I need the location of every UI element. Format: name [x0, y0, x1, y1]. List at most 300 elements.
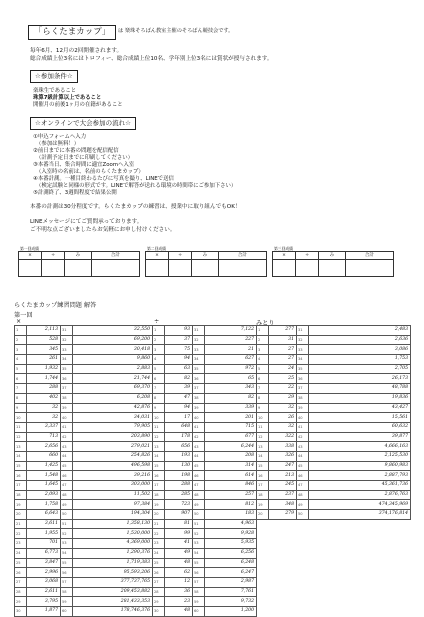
- problem-number: 41: [193, 422, 205, 432]
- answer-value: 614: [205, 471, 257, 481]
- answer-row: [15, 451, 411, 461]
- problem-number: 51: [193, 519, 205, 529]
- problem-number: 50: [61, 510, 73, 520]
- empty-cell: [297, 529, 309, 539]
- answer-value: 2,113: [27, 326, 61, 336]
- problem-number: 48: [61, 490, 73, 500]
- empty-cell: [269, 577, 297, 587]
- problem-number: 29: [15, 597, 27, 607]
- problem-number: 16: [153, 471, 165, 481]
- problem-number: 33: [297, 345, 309, 355]
- answer-value: 2,483: [309, 326, 411, 336]
- answer-row: [15, 510, 411, 520]
- problem-number: 13: [153, 442, 165, 452]
- answer-row: [15, 355, 411, 365]
- col-header: ÷: [296, 252, 319, 260]
- answer-value: 209,453,882: [73, 587, 153, 597]
- score-cell[interactable]: [296, 260, 319, 277]
- empty-cell: [257, 597, 269, 607]
- problem-number: 53: [193, 539, 205, 549]
- score-cell[interactable]: [273, 260, 296, 277]
- answer-value: 4,963: [205, 519, 257, 529]
- answer-value: 6,244: [205, 442, 257, 452]
- problem-number: 48: [193, 490, 205, 500]
- answer-value: 245: [269, 481, 297, 491]
- empty-cell: [309, 577, 411, 587]
- empty-cell: [309, 568, 411, 578]
- score-label-1: 第一回成績: [20, 246, 39, 251]
- score-cell[interactable]: [319, 260, 346, 277]
- answer-value: 677: [205, 432, 257, 442]
- problem-number: 32: [61, 335, 73, 345]
- empty-cell: [257, 568, 269, 578]
- problem-number: 40: [193, 413, 205, 423]
- problem-number: 34: [61, 355, 73, 365]
- empty-cell: [269, 597, 297, 607]
- empty-cell: [257, 587, 269, 597]
- problem-number: 12: [257, 432, 269, 442]
- problem-number: 17: [15, 481, 27, 491]
- problem-number: 26: [15, 568, 27, 578]
- answer-value: 257: [205, 490, 257, 500]
- contact-line-1: LINEメッセージにてご質問承っております。: [30, 219, 143, 225]
- answer-value: 1,719,383: [73, 558, 153, 568]
- answer-value: 3,611: [27, 519, 61, 529]
- problem-number: 52: [193, 529, 205, 539]
- problem-number: 37: [61, 384, 73, 394]
- answer-value: 48: [165, 558, 193, 568]
- answer-value: 812: [205, 500, 257, 510]
- empty-cell: [297, 568, 309, 578]
- problem-number: 42: [193, 432, 205, 442]
- answer-value: 32: [27, 403, 61, 413]
- answer-sheet-title: らくたまカップ練習問題 解答: [14, 302, 97, 309]
- problem-number: 4: [257, 355, 269, 365]
- problem-number: 42: [297, 432, 309, 442]
- answer-row: [15, 500, 411, 510]
- problem-number: 38: [297, 393, 309, 403]
- answer-value: 2,093: [27, 490, 61, 500]
- problem-number: 8: [15, 393, 27, 403]
- answer-value: 49: [165, 548, 193, 558]
- answer-value: 1,425: [27, 461, 61, 471]
- condition-line: 楽珠生であること: [33, 88, 77, 94]
- answer-value: 130: [165, 461, 193, 471]
- empty-cell: [309, 587, 411, 597]
- answer-value: 6,248: [205, 558, 257, 568]
- answer-value: 17: [165, 413, 193, 423]
- col-header: み: [65, 252, 92, 260]
- problem-number: 18: [153, 490, 165, 500]
- score-cell[interactable]: [19, 260, 42, 277]
- answer-value: 343: [205, 384, 257, 394]
- answer-row: [15, 597, 411, 607]
- problem-number: 31: [61, 326, 73, 336]
- col-header: み: [319, 252, 346, 260]
- answer-value: 213: [269, 471, 297, 481]
- answer-value: 24: [269, 364, 297, 374]
- problem-number: 21: [15, 519, 27, 529]
- answer-value: 281,433,353: [73, 597, 153, 607]
- problem-number: 5: [15, 364, 27, 374]
- answer-value: 4,369,000: [73, 539, 153, 549]
- problem-number: 54: [61, 548, 73, 558]
- problem-number: 5: [153, 364, 165, 374]
- answer-value: 94: [165, 403, 193, 413]
- score-table-3: [272, 251, 394, 277]
- empty-cell: [257, 548, 269, 558]
- answer-value: 42,876: [73, 403, 153, 413]
- problem-number: 36: [297, 374, 309, 384]
- problem-number: 13: [257, 442, 269, 452]
- answer-value: 69,370: [73, 384, 153, 394]
- answer-value: 1,200: [205, 606, 257, 616]
- problem-number: 59: [193, 597, 205, 607]
- score-cell[interactable]: [169, 260, 192, 277]
- answer-value: 3,086: [309, 345, 411, 355]
- problem-number: 21: [153, 519, 165, 529]
- problem-number: 46: [297, 471, 309, 481]
- answer-row: [15, 587, 411, 597]
- problem-number: 41: [297, 422, 309, 432]
- empty-cell: [297, 577, 309, 587]
- answer-value: 1,877: [27, 606, 61, 616]
- answer-row: [15, 606, 411, 616]
- answer-value: 198: [165, 471, 193, 481]
- answer-value: 723: [165, 500, 193, 510]
- answer-row: [15, 568, 411, 578]
- score-cell[interactable]: [65, 260, 92, 277]
- problem-number: 47: [297, 481, 309, 491]
- empty-cell: [257, 606, 269, 616]
- problem-number: 33: [61, 345, 73, 355]
- score-table-2: [145, 251, 267, 277]
- answer-value: 279,021: [73, 442, 153, 452]
- problem-number: 7: [153, 384, 165, 394]
- problem-number: 43: [193, 442, 205, 452]
- answer-row: [15, 461, 411, 471]
- answer-value: 2,876,763: [309, 490, 411, 500]
- title-description: は 楽珠そろばん教室主催のそろばん競技会です。: [118, 28, 234, 34]
- answer-row: [15, 539, 411, 549]
- conditions-heading: ☆参加条件☆: [30, 70, 78, 83]
- problem-number: 30: [15, 606, 27, 616]
- answer-value: 374,176,814: [309, 510, 411, 520]
- problem-number: 1: [153, 326, 165, 336]
- answer-value: 7,761: [205, 587, 257, 597]
- answer-value: 1,290,376: [73, 548, 153, 558]
- flow-line: （検定試験と同様の形式です。LINEで解答が送れる環境の時間帯にご参加下さい）: [36, 183, 237, 189]
- problem-number: 15: [15, 461, 27, 471]
- col-header: 合計: [91, 252, 139, 260]
- answer-value: 95,593,206: [73, 568, 153, 578]
- flow-line: （参加は無料！）: [36, 141, 80, 147]
- answer-value: 6,256: [205, 548, 257, 558]
- answer-value: 6,247: [205, 568, 257, 578]
- problem-number: 20: [153, 510, 165, 520]
- problem-number: 1: [257, 326, 269, 336]
- answer-value: 22: [269, 384, 297, 394]
- problem-number: 2: [153, 335, 165, 345]
- problem-number: 2: [15, 335, 27, 345]
- problem-number: 13: [15, 442, 27, 452]
- problem-number: 18: [257, 490, 269, 500]
- problem-number: 10: [257, 413, 269, 423]
- score-cell[interactable]: [42, 260, 65, 277]
- answer-row: [15, 558, 411, 568]
- score-cell[interactable]: [218, 260, 266, 277]
- empty-cell: [297, 548, 309, 558]
- problem-number: 43: [297, 442, 309, 452]
- answer-row: [15, 413, 411, 423]
- answer-value: 627: [205, 355, 257, 365]
- answer-value: 27: [269, 345, 297, 355]
- answer-value: 288: [165, 481, 193, 491]
- answer-value: 1,955: [27, 529, 61, 539]
- problem-number: 56: [193, 568, 205, 578]
- header-multiply: ×: [16, 318, 22, 325]
- problem-number: 14: [257, 451, 269, 461]
- answer-round: 第一回: [14, 312, 33, 319]
- answer-value: 79,905: [73, 422, 153, 432]
- problem-number: 9: [257, 403, 269, 413]
- problem-number: 44: [193, 451, 205, 461]
- answer-value: 2,705: [309, 364, 411, 374]
- answer-value: 81: [165, 519, 193, 529]
- problem-number: 59: [61, 597, 73, 607]
- problem-number: 29: [153, 597, 165, 607]
- answer-value: 402: [27, 393, 61, 403]
- answer-value: 288: [27, 384, 61, 394]
- col-header: ×: [273, 252, 296, 260]
- answer-value: 48: [165, 606, 193, 616]
- empty-cell: [309, 548, 411, 558]
- problem-number: 12: [15, 432, 27, 442]
- problem-number: 27: [153, 577, 165, 587]
- answer-row: [15, 345, 411, 355]
- empty-cell: [269, 548, 297, 558]
- problem-number: 10: [153, 413, 165, 423]
- answer-value: 94: [165, 355, 193, 365]
- problem-number: 14: [153, 451, 165, 461]
- problem-number: 40: [297, 413, 309, 423]
- problem-number: 36: [61, 374, 73, 384]
- flow-line: ②前日までに本番の問題を配信配信: [33, 148, 119, 154]
- answer-value: 32: [269, 403, 297, 413]
- problem-number: 2: [257, 335, 269, 345]
- flow-line: （入室時の名前は、名前のらくたまカップ）: [36, 169, 144, 175]
- empty-cell: [257, 519, 269, 529]
- problem-number: 55: [193, 558, 205, 568]
- problem-number: 51: [61, 519, 73, 529]
- answer-row: [15, 471, 411, 481]
- empty-cell: [269, 539, 297, 549]
- problem-number: 20: [257, 510, 269, 520]
- problem-number: 14: [15, 451, 27, 461]
- answer-row: [15, 393, 411, 403]
- answer-value: 285: [165, 490, 193, 500]
- problem-number: 28: [153, 587, 165, 597]
- answer-row: [15, 481, 411, 491]
- answer-value: 326: [269, 451, 297, 461]
- problem-number: 9: [153, 403, 165, 413]
- answer-value: 36: [165, 587, 193, 597]
- empty-cell: [297, 597, 309, 607]
- answer-value: 1,530,000: [73, 529, 153, 539]
- answer-value: 99: [165, 529, 193, 539]
- score-cell[interactable]: [146, 260, 169, 277]
- problem-number: 53: [61, 539, 73, 549]
- answer-value: 183: [205, 510, 257, 520]
- score-label-3: 第三回成績: [274, 246, 293, 251]
- answer-value: 65: [205, 374, 257, 384]
- problem-number: 39: [61, 403, 73, 413]
- answer-row: [15, 364, 411, 374]
- problem-number: 20: [15, 510, 27, 520]
- answer-value: 31: [269, 335, 297, 345]
- score-cell[interactable]: [192, 260, 219, 277]
- answer-value: 25: [269, 374, 297, 384]
- answer-value: 3,337: [27, 422, 61, 432]
- header-mitori: みとり: [256, 320, 275, 327]
- flow-line: ③本番当日、集合時間に適宜Zoomへ入室: [33, 162, 135, 168]
- problem-number: 35: [61, 364, 73, 374]
- answer-value: 1,758: [27, 500, 61, 510]
- answer-row: [15, 335, 411, 345]
- problem-number: 36: [193, 374, 205, 384]
- online-heading: ☆オンラインで大会参加の流れ☆: [30, 117, 136, 130]
- answer-row: [15, 442, 411, 452]
- problem-number: 19: [153, 500, 165, 510]
- problem-number: 34: [193, 355, 205, 365]
- answer-value: 3,068: [27, 577, 61, 587]
- answer-value: 27: [269, 355, 297, 365]
- problem-number: 34: [297, 355, 309, 365]
- problem-number: 7: [15, 384, 27, 394]
- answer-value: 63: [165, 364, 193, 374]
- problem-number: 6: [15, 374, 27, 384]
- problem-number: 25: [15, 558, 27, 568]
- answer-value: 7,122: [205, 326, 257, 336]
- problem-number: 11: [153, 422, 165, 432]
- problem-number: 7: [257, 384, 269, 394]
- practice-note: 本番の計測は30分程度です。らくたまカップの練習は、授業中に取り組んでもOK！: [30, 204, 241, 210]
- answer-value: 39,216: [73, 471, 153, 481]
- answer-value: 47: [165, 393, 193, 403]
- problem-number: 3: [257, 345, 269, 355]
- empty-cell: [309, 519, 411, 529]
- empty-cell: [309, 606, 411, 616]
- answer-value: 339: [205, 403, 257, 413]
- answer-value: 1,358,130: [73, 519, 153, 529]
- problem-number: 24: [153, 548, 165, 558]
- problem-number: 8: [257, 393, 269, 403]
- problem-number: 3: [153, 345, 165, 355]
- answer-value: 496,598: [73, 461, 153, 471]
- score-cell[interactable]: [91, 260, 139, 277]
- answer-value: 201: [205, 413, 257, 423]
- problem-number: 22: [153, 529, 165, 539]
- answer-value: 237: [269, 490, 297, 500]
- problem-number: 18: [15, 490, 27, 500]
- problem-number: 47: [61, 481, 73, 491]
- answer-row: [15, 326, 411, 336]
- answer-value: 474,345,969: [309, 500, 411, 510]
- problem-number: 38: [61, 393, 73, 403]
- answer-value: 656: [165, 442, 193, 452]
- problem-number: 45: [61, 461, 73, 471]
- empty-cell: [257, 577, 269, 587]
- answer-value: 1,753: [309, 355, 411, 365]
- answer-value: 277: [269, 326, 297, 336]
- answer-value: 32: [269, 422, 297, 432]
- answer-value: 32,550: [73, 326, 153, 336]
- answer-value: 3,847: [27, 558, 61, 568]
- problem-number: 12: [153, 432, 165, 442]
- problem-number: 17: [257, 481, 269, 491]
- answer-value: 26: [269, 413, 297, 423]
- problem-number: 23: [15, 539, 27, 549]
- col-header: ÷: [42, 252, 65, 260]
- condition-line: 開催月の前後1ヶ月の在籍があること: [33, 102, 123, 108]
- answer-value: 345: [27, 345, 61, 355]
- empty-cell: [269, 606, 297, 616]
- problem-number: 43: [61, 442, 73, 452]
- condition-line: 珠算7級計算以上であること: [33, 95, 102, 101]
- empty-cell: [297, 539, 309, 549]
- problem-number: 10: [15, 413, 27, 423]
- answer-value: 97,384: [73, 500, 153, 510]
- answer-value: 261: [27, 355, 61, 365]
- answer-value: 9,928: [205, 529, 257, 539]
- col-header: ×: [146, 252, 169, 260]
- problem-number: 48: [297, 490, 309, 500]
- answer-value: 648: [165, 422, 193, 432]
- answer-table: [14, 325, 411, 617]
- score-cell[interactable]: [345, 260, 393, 277]
- answer-value: 93: [165, 326, 193, 336]
- answer-value: 660: [27, 451, 61, 461]
- problem-number: 60: [193, 606, 205, 616]
- answer-value: 1,744: [27, 374, 61, 384]
- problem-number: 50: [193, 510, 205, 520]
- answer-value: 2,887,793: [309, 471, 411, 481]
- answer-row: [15, 384, 411, 394]
- answer-value: 194,304: [73, 510, 153, 520]
- answer-value: 48,788: [309, 384, 411, 394]
- answer-row: [15, 548, 411, 558]
- answer-value: 348: [269, 500, 297, 510]
- answer-value: 12: [165, 577, 193, 587]
- problem-number: 40: [61, 413, 73, 423]
- answer-value: 34,031: [73, 413, 153, 423]
- problem-number: 15: [153, 461, 165, 471]
- answer-value: 303,000: [73, 481, 153, 491]
- answer-value: 23: [165, 597, 193, 607]
- answer-value: 3,795: [27, 597, 61, 607]
- answer-value: 41: [165, 539, 193, 549]
- answer-value: 377,737,765: [73, 577, 153, 587]
- intro-line-1: 毎年6月、12月の2回開催されます。: [30, 48, 123, 54]
- empty-cell: [257, 558, 269, 568]
- problem-number: 11: [15, 422, 27, 432]
- empty-cell: [297, 606, 309, 616]
- problem-number: 35: [193, 364, 205, 374]
- answer-value: 338: [269, 442, 297, 452]
- answer-value: 6,643: [27, 510, 61, 520]
- answer-row: [15, 403, 411, 413]
- answer-value: 713: [27, 432, 61, 442]
